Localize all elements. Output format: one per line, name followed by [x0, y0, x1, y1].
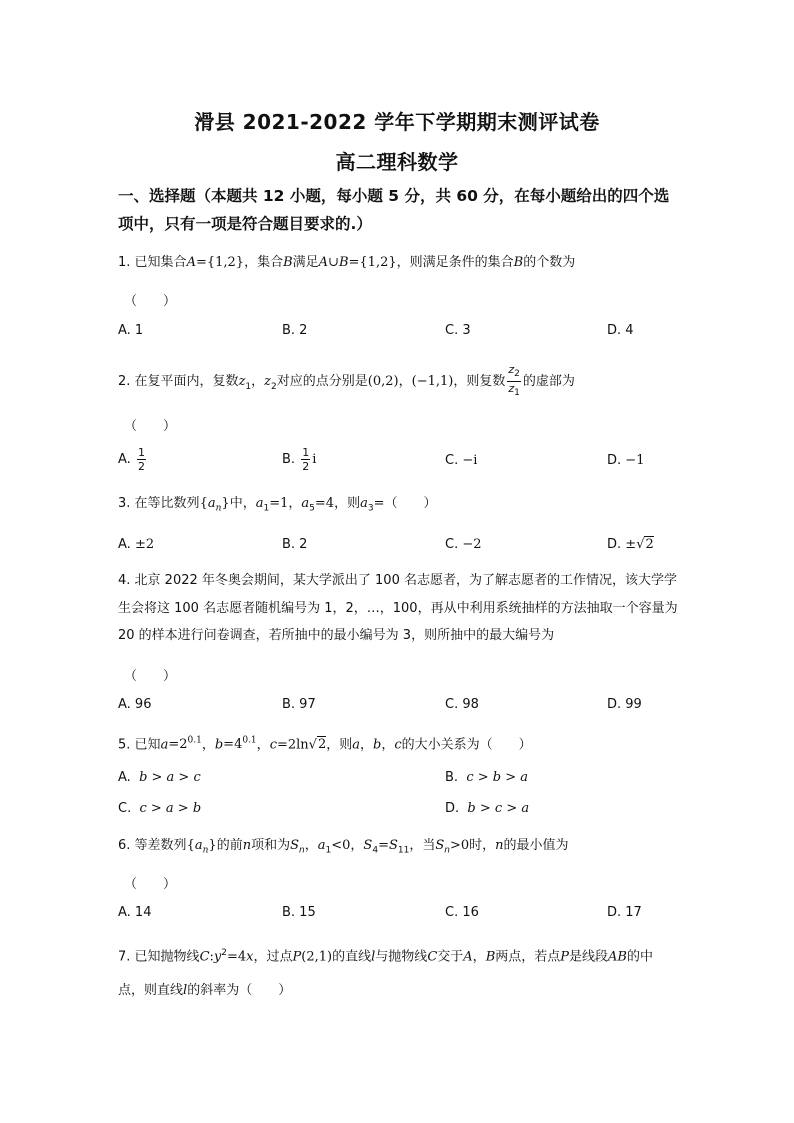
q1-set-a: A={1,2} — [186, 255, 245, 270]
q4-option-a: A. 96 — [118, 697, 152, 712]
q1-option-d: D. 4 — [607, 323, 634, 338]
q4-option-c: C. 98 — [445, 697, 479, 712]
q3-option-c: C. −2 — [445, 537, 482, 552]
q2-option-d: D. −1 — [607, 453, 645, 468]
q2-option-c: C. −i — [445, 453, 478, 468]
q4-answer-blank: （ ） — [124, 669, 177, 684]
section-heading: 一、选择题（本题共 12 小题，每小题 5 分，共 60 分，在每小题给出的四个选项中，只有一项是符合题目要求的.） — [118, 187, 670, 233]
question-2: 2. 在复平面内，复数$z_1$，$z_2$对应的点分别是(0,2)，(−1,1)，则复数 $\frac{z_2}{z_1}$ 的虚部为 — [118, 363, 575, 399]
q1-number: 1. — [118, 255, 131, 270]
q1-option-c: C. 3 — [445, 323, 471, 338]
question-5: 5. 已知$a=2^{0.1}$，$b=4^{0.1}$，c=2ln√2，则a，b，c的大小关系为（ ） — [118, 736, 532, 753]
q3-option-a: A. ±2 — [118, 537, 155, 552]
q1-answer-blank: （ ） — [124, 294, 177, 309]
q1-option-b: B. 2 — [282, 323, 308, 338]
question-4: 4. 北京 2022 年冬奥会期间，某大学派出了 100 名志愿者，为了解志愿者的工作情况，该大学学生会将这 100 名志愿者随机编号为 1，2，…，100，再从中利用系统抽样的方法抽取一个容量为 20 的样本进行问卷调查，若所抽中的最小编号为 3，则所抽中的最大编号为 — [118, 573, 678, 643]
q6-option-a: A. 14 — [118, 905, 152, 920]
q3-option-d: D. ±√2 — [607, 537, 654, 552]
q5-option-c: C. c > a > b — [118, 801, 202, 816]
q2-answer-blank: （ ） — [124, 419, 177, 434]
q2-option-a: A. $\frac{1}{2}$ — [118, 446, 145, 473]
q4-option-b: B. 97 — [282, 697, 316, 712]
q2-fraction: $\frac{z_2}{z_1}$ — [508, 363, 520, 399]
q2-option-b: B. $\frac{1}{2}$ i — [282, 446, 317, 473]
q6-option-d: D. 17 — [607, 905, 642, 920]
q5-option-d: D. b > c > a — [445, 801, 530, 816]
question-3: 3. 在等比数列$\{a_n\}$中，$a_1=1$，$a_5=4$，则$a_3=$（ ） — [118, 496, 437, 514]
q4-option-d: D. 99 — [607, 697, 642, 712]
q3-option-b: B. 2 — [282, 537, 308, 552]
q6-option-c: C. 16 — [445, 905, 479, 920]
exam-title: 滑县 2021-2022 学年下学期期末测评试卷 — [194, 110, 600, 134]
q5-option-b: B. c > b > a — [445, 770, 528, 785]
q5-option-a: A. b > a > c — [118, 770, 201, 785]
q6-option-b: B. 15 — [282, 905, 316, 920]
question-6: 6. 等差数列$\{a_n\}$的前n项和为$S_n$，$a_1<0$，$S_4=S_{11}$，当$S_n>0$时，n的最小值为 — [118, 838, 569, 856]
question-1: 1. 已知集合A={1,2}，集合B满足A∪B={1,2}，则满足条件的集合B的个数为 — [118, 255, 576, 270]
q6-answer-blank: （ ） — [124, 877, 177, 892]
question-7: 7. 已知抛物线$C:y^2=4x$，过点P(2,1)的直线l与抛物线C交于A，B两点，若点P是线段AB的中点，则直线l的斜率为（ ） — [118, 948, 653, 999]
q1-union: A∪B={1,2} — [318, 255, 397, 270]
exam-subtitle: 高二理科数学 — [335, 150, 459, 174]
q1-option-a: A. 1 — [118, 323, 144, 338]
